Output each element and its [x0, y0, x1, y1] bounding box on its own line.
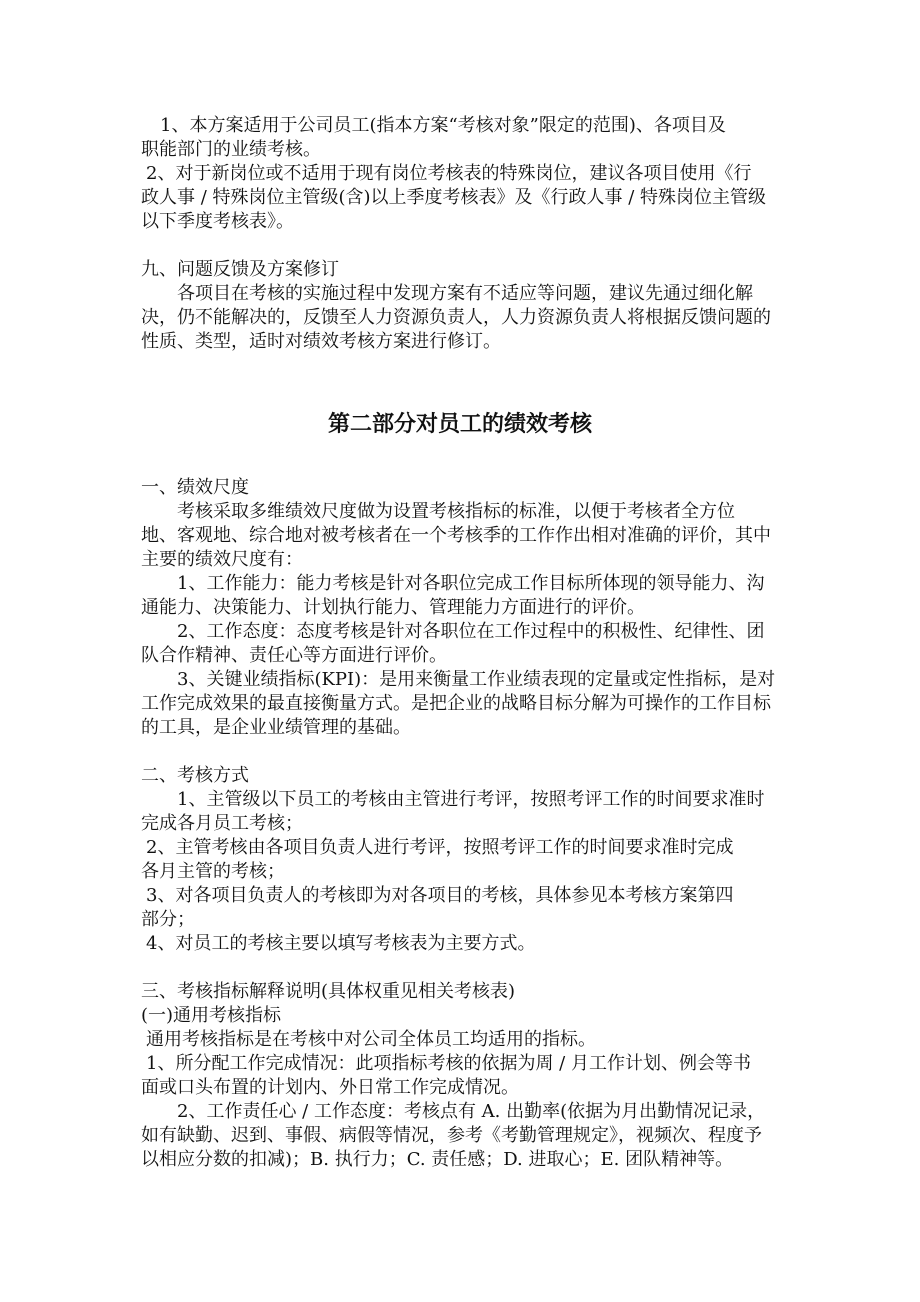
paragraph-line: 部分； [141, 909, 195, 930]
section-heading: 三、考核指标解释说明(具体权重见相关考核表) [141, 981, 516, 1002]
paragraph-line: 如有缺勤、迟到、事假、病假等情况，参考《考勤管理规定》，视频次、程度予 [141, 1125, 762, 1146]
paragraph-line: 2、工作态度：态度考核是针对各职位在工作过程中的积极性、纪律性、团 [177, 621, 765, 642]
paragraph-line: 政人事 / 特殊岗位主管级(含)以上季度考核表》及《行政人事 / 特殊岗位主管级 [141, 187, 767, 208]
paragraph-line: 工作完成效果的最直接衡量方式。是把企业的战略目标分解为可操作的工作目标 [141, 693, 771, 714]
paragraph-line: 考核采取多维绩效尺度做为设置考核指标的标准，以便于考核者全方位 [177, 501, 735, 522]
paragraph-line: 通用考核指标是在考核中对公司全体员工均适用的指标。 [146, 1029, 596, 1050]
paragraph-line: 3、关键业绩指标(KPI)：是用来衡量工作业绩表现的定量或定性指标，是对 [177, 669, 776, 690]
paragraph-line: 以下季度考核表》。 [141, 211, 294, 232]
paragraph-line: 以相应分数的扣减)；B. 执行力；C. 责任感；D. 进取心；E. 团队精神等。 [141, 1149, 734, 1170]
paragraph-line: 完成各月员工考核； [141, 813, 303, 834]
paragraph-line: 地、客观地、综合地对被考核者在一个考核季的工作作出相对准确的评价，其中 [141, 525, 771, 546]
paragraph-line: 的工具，是企业业绩管理的基础。 [141, 717, 411, 738]
paragraph-line: 队合作精神、责任心等方面进行评价。 [141, 645, 447, 666]
paragraph-line: 各月主管的考核； [141, 861, 285, 882]
paragraph-line: 2、主管考核由各项目负责人进行考评，按照考评工作的时间要求准时完成 [146, 837, 734, 858]
part-title: 第二部分对员工的绩效考核 [327, 412, 592, 437]
paragraph-line: 1、工作能力：能力考核是针对各职位完成工作目标所体现的领导能力、沟 [177, 573, 765, 594]
section-heading: 一、绩效尺度 [141, 477, 249, 498]
subsection-heading: (一)通用考核指标 [141, 1005, 282, 1026]
paragraph-line: 1、所分配工作完成情况：此项指标考核的依据为周 / 月工作计划、例会等书 [146, 1053, 751, 1074]
paragraph-line: 决，仍不能解决的，反馈至人力资源负责人，人力资源负责人将根据反馈问题的 [141, 307, 771, 328]
paragraph-line: 2、对于新岗位或不适用于现有岗位考核表的特殊岗位，建议各项目使用《行 [146, 163, 752, 184]
paragraph-line: 职能部门的业绩考核。 [141, 139, 321, 160]
paragraph-line: 4、对员工的考核主要以填写考核表为主要方式。 [146, 933, 536, 954]
paragraph-line: 1、主管级以下员工的考核由主管进行考评，按照考评工作的时间要求准时 [177, 789, 765, 810]
paragraph-line: 2、工作责任心 / 工作态度：考核点有 A. 出勤率(依据为月出勤情况记录， [177, 1101, 766, 1122]
paragraph-line: 各项目在考核的实施过程中发现方案有不适应等问题，建议先通过细化解 [177, 283, 753, 304]
paragraph-line: 主要的绩效尺度有： [141, 549, 303, 570]
section-heading: 九、问题反馈及方案修订 [141, 259, 339, 280]
section-heading: 二、考核方式 [141, 765, 249, 786]
paragraph-line: 面或口头布置的计划内、外日常工作完成情况。 [141, 1077, 519, 1098]
paragraph-line: 通能力、决策能力、计划执行能力、管理能力方面进行的评价。 [141, 597, 645, 618]
paragraph-line: 性质、类型，适时对绩效考核方案进行修订。 [141, 331, 501, 352]
paragraph-line: 1、本方案适用于公司员工(指本方案“考核对象”限定的范围)、各项目及 [160, 115, 726, 136]
paragraph-line: 3、对各项目负责人的考核即为对各项目的考核，具体参见本考核方案第四 [146, 885, 734, 906]
